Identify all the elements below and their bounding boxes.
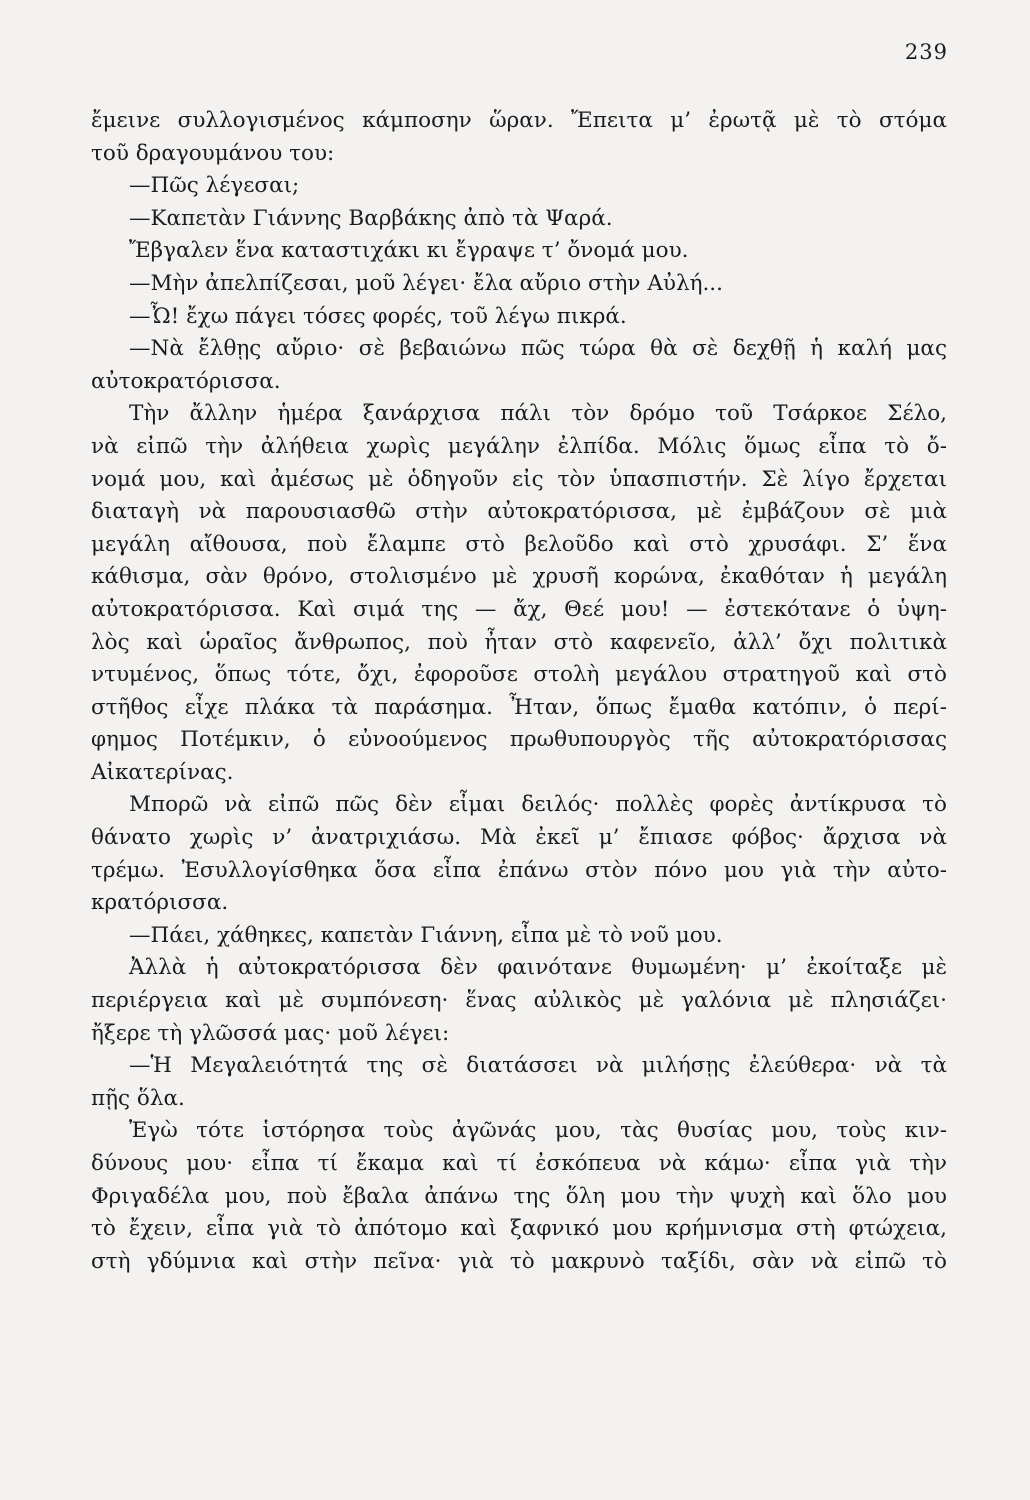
- page-number: 239: [904, 40, 948, 64]
- text-line: αὐτοκρατόρισσα. Καὶ σιμά της — ἄχ, Θεέ μου! — ἐστεκότανε ὁ ὑψη-: [91, 596, 947, 622]
- text-line: Μπορῶ νὰ εἰπῶ πῶς δὲν εἶμαι δειλός· πολλὲς φορὲς ἀντίκρυσα τὸ: [129, 792, 947, 818]
- text-line: περιέργεια καὶ μὲ συμπόνεση· ἕνας αὐλικὸς μὲ γαλόνια μὲ πλησιάζει·: [91, 988, 947, 1014]
- text-line: κρατόρισσα.: [91, 890, 229, 916]
- text-line: δύνους μου· εἶπα τί ἔκαμα καὶ τί ἐσκόπευα νὰ κάμω· εἶπα γιὰ τὴν: [91, 1151, 947, 1176]
- text-line: —Ὦ! ἔχω πάγει τόσες φορές, τοῦ λέγω πικρά.: [129, 303, 627, 329]
- text-line: στὴ γδύμνια καὶ στὴν πεῖνα· γιὰ τὸ μακρυνὸ ταξίδι, σὰν νὰ εἰπῶ τὸ: [91, 1248, 947, 1274]
- text-line: Ἔβγαλεν ἕνα καταστιχάκι κι ἔγραψε τ’ ὄνομά μου.: [129, 238, 689, 264]
- text-line: θάνατο χωρὶς ν’ ἀνατριχιάσω. Μὰ ἐκεῖ μ’ ἔπιασε φόβος· ἄρχισα νὰ: [91, 825, 947, 851]
- text-line: Αἰκατερίνας.: [91, 759, 234, 785]
- text-line: λὸς καὶ ὡραῖος ἄνθρωπος, ποὺ ἦταν στὸ καφενεῖο, ἀλλ’ ὄχι πολιτικὰ: [91, 629, 947, 655]
- text-line: —Νὰ ἔλθῃς αὔριο· σὲ βεβαιώνω πῶς τώρα θὰ σὲ δεχθῇ ἡ καλή μας: [129, 336, 947, 362]
- text-line: στῆθος εἶχε πλάκα τὰ παράσημα. Ἦταν, ὅπως ἔμαθα κατόπιν, ὁ περί-: [91, 694, 947, 720]
- text-line: ντυμένος, ὅπως τότε, ὄχι, ἐφοροῦσε στολὴ μεγάλου στρατηγοῦ καὶ στὸ: [91, 662, 947, 688]
- text-line: πῇς ὅλα.: [91, 1085, 185, 1111]
- text-line: —Μὴν ἀπελπίζεσαι, μοῦ λέγει· ἔλα αὔριο στὴν Αὐλή...: [129, 270, 723, 296]
- text-line: νομά μου, καὶ ἀμέσως μὲ ὁδηγοῦν εἰς τὸν ὑπασπιστήν. Σὲ λίγο ἔρχεται: [91, 466, 947, 492]
- text-line: —Καπετὰν Γιάννης Βαρβάκης ἀπὸ τὰ Ψαρά.: [129, 205, 613, 231]
- text-line: Φριγαδέλα μου, ποὺ ἔβαλα ἀπάνω της ὅλη μου τὴν ψυχὴ καὶ ὅλο μου: [91, 1183, 947, 1209]
- text-line: φημος Ποτέμκιν, ὁ εὐνοούμενος πρωθυπουργὸς τῆς αὐτοκρατόρισσας: [91, 727, 947, 753]
- body-text: [91, 105, 947, 1278]
- text-line: —Πῶς λέγεσαι;: [129, 173, 300, 199]
- text-line: Ἀλλὰ ἡ αὐτοκρατόρισσα δὲν φαινότανε θυμωμένη· μ’ ἐκοίταξε μὲ: [129, 955, 947, 981]
- text-line: τὸ ἔχειν, εἶπα γιὰ τὸ ἀπότομο καὶ ξαφνικό μου κρήμνισμα στὴ φτώχεια,: [91, 1216, 947, 1242]
- text-line: ἔμεινε συλλογισμένος κάμποσην ὥραν. Ἔπειτα μ’ ἐρωτᾷ μὲ τὸ στόμα: [91, 108, 947, 133]
- text-line: νὰ εἰπῶ τὴν ἀλήθεια χωρὶς μεγάλην ἐλπίδα. Μόλις ὅμως εἶπα τὸ ὄ-: [91, 433, 947, 459]
- text-line: —Ἡ Μεγαλειότητά της σὲ διατάσσει νὰ μιλήσῃς ἐλεύθερα· νὰ τὰ: [129, 1053, 947, 1079]
- text-line: αὐτοκρατόρισσα.: [91, 368, 281, 394]
- text-line: τρέμω. Ἐσυλλογίσθηκα ὅσα εἶπα ἐπάνω στὸν πόνο μου γιὰ τὴν αὐτο-: [91, 857, 947, 883]
- text-line: ἤξερε τὴ γλῶσσά μας· μοῦ λέγει:: [91, 1020, 450, 1046]
- text-line: Τὴν ἄλλην ἡμέρα ξανάρχισα πάλι τὸν δρόμο τοῦ Τσάρκοε Σέλο,: [129, 401, 947, 427]
- text-line: διαταγὴ νὰ παρουσιασθῶ στὴν αὐτοκρατόρισσα, μὲ ἐμβάζουν σὲ μιὰ: [91, 499, 947, 525]
- text-line: τοῦ δραγουμάνου του:: [91, 140, 335, 166]
- text-line: μεγάλη αἴθουσα, ποὺ ἔλαμπε στὸ βελοῦδο καὶ στὸ χρυσάφι. Σ’ ἕνα: [91, 531, 947, 557]
- text-line: κάθισμα, σὰν θρόνο, στολισμένο μὲ χρυσῆ κορώνα, ἐκαθόταν ἡ μεγάλη: [91, 564, 947, 590]
- text-line: Ἐγὼ τότε ἱστόρησα τοὺς ἀγῶνάς μου, τὰς θυσίας μου, τοὺς κιν-: [129, 1118, 947, 1144]
- text-line: —Πάει, χάθηκες, καπετὰν Γιάννη, εἶπα μὲ τὸ νοῦ μου.: [129, 922, 723, 948]
